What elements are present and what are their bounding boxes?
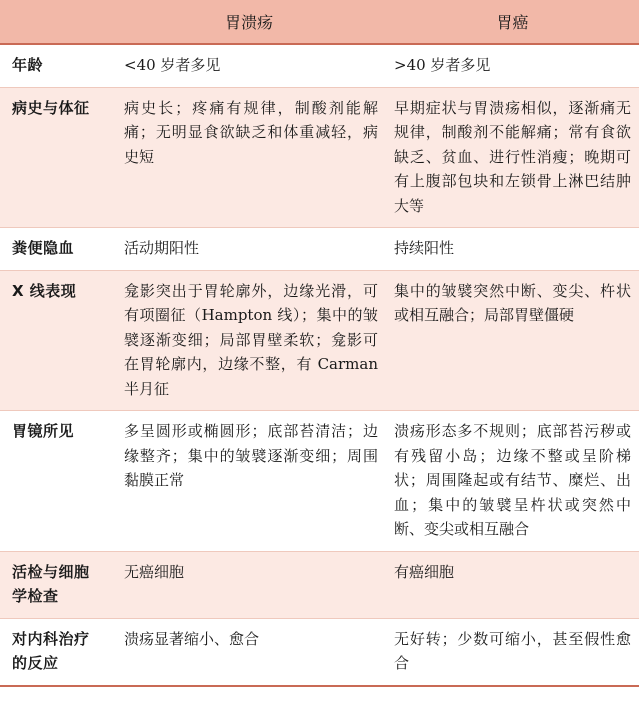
row-label-age: 年龄 (0, 44, 112, 87)
table-row-endoscopy (0, 411, 639, 552)
table-row-age (0, 44, 639, 87)
table-row-history (0, 87, 639, 228)
table-row-occult-blood (0, 228, 639, 271)
header-gastric-cancer: 胃癌 (386, 0, 639, 44)
cell-cancer-xray: 集中的皱襞突然中断、变尖、杵状或相互融合；局部胃壁僵硬 (386, 270, 639, 411)
cell-ulcer-age: <40 岁者多见 (112, 44, 386, 87)
table-row-treatment-response (0, 618, 639, 686)
cell-ulcer-xray: 龛影突出于胃轮廓外，边缘光滑，可有项圈征（Hampton 线）；集中的皱襞逐渐变细；局部胃壁柔软；龛影可在胃轮廓内，边缘不整，有 Carman 半月征 (112, 270, 386, 411)
header-row (0, 0, 639, 44)
table-row-xray (0, 270, 639, 411)
cell-cancer-history: 早期症状与胃溃疡相似，逐渐痛无规律，制酸剂不能解痛；常有食欲缺乏、贫血、进行性消瘦；晚期可有上腹部包块和左锁骨上淋巴结肿大等 (386, 87, 639, 228)
row-label-history: 病史与体征 (0, 87, 112, 228)
row-label-treatment-response: 对内科治疗的反应 (0, 618, 112, 686)
row-label-occult-blood: 粪便隐血 (0, 228, 112, 271)
cell-cancer-age: >40 岁者多见 (386, 44, 639, 87)
cell-ulcer-history: 病史长；疼痛有规律，制酸剂能解痛；无明显食欲缺乏和体重减轻，病史短 (112, 87, 386, 228)
row-label-endoscopy: 胃镜所见 (0, 411, 112, 552)
cell-ulcer-biopsy: 无癌细胞 (112, 551, 386, 618)
cell-ulcer-occult-blood: 活动期阳性 (112, 228, 386, 271)
header-gastric-ulcer: 胃溃疡 (112, 0, 386, 44)
cell-cancer-occult-blood: 持续阳性 (386, 228, 639, 271)
row-label-biopsy: 活检与细胞学检查 (0, 551, 112, 618)
row-label-xray: X 线表现 (0, 270, 112, 411)
cell-cancer-endoscopy: 溃疡形态多不规则；底部苔污秽或有残留小岛；边缘不整或呈阶梯状；周围隆起或有结节、糜烂、出血；集中的皱襞呈杵状或突然中断、变尖或相互融合 (386, 411, 639, 552)
cell-cancer-treatment-response: 无好转；少数可缩小，甚至假性愈合 (386, 618, 639, 686)
cell-ulcer-endoscopy: 多呈圆形或椭圆形；底部苔清洁；边缘整齐；集中的皱襞逐渐变细；周围黏膜正常 (112, 411, 386, 552)
cell-cancer-biopsy: 有癌细胞 (386, 551, 639, 618)
cell-ulcer-treatment-response: 溃疡显著缩小、愈合 (112, 618, 386, 686)
table-row-biopsy (0, 551, 639, 618)
header-blank-cell (0, 0, 112, 44)
